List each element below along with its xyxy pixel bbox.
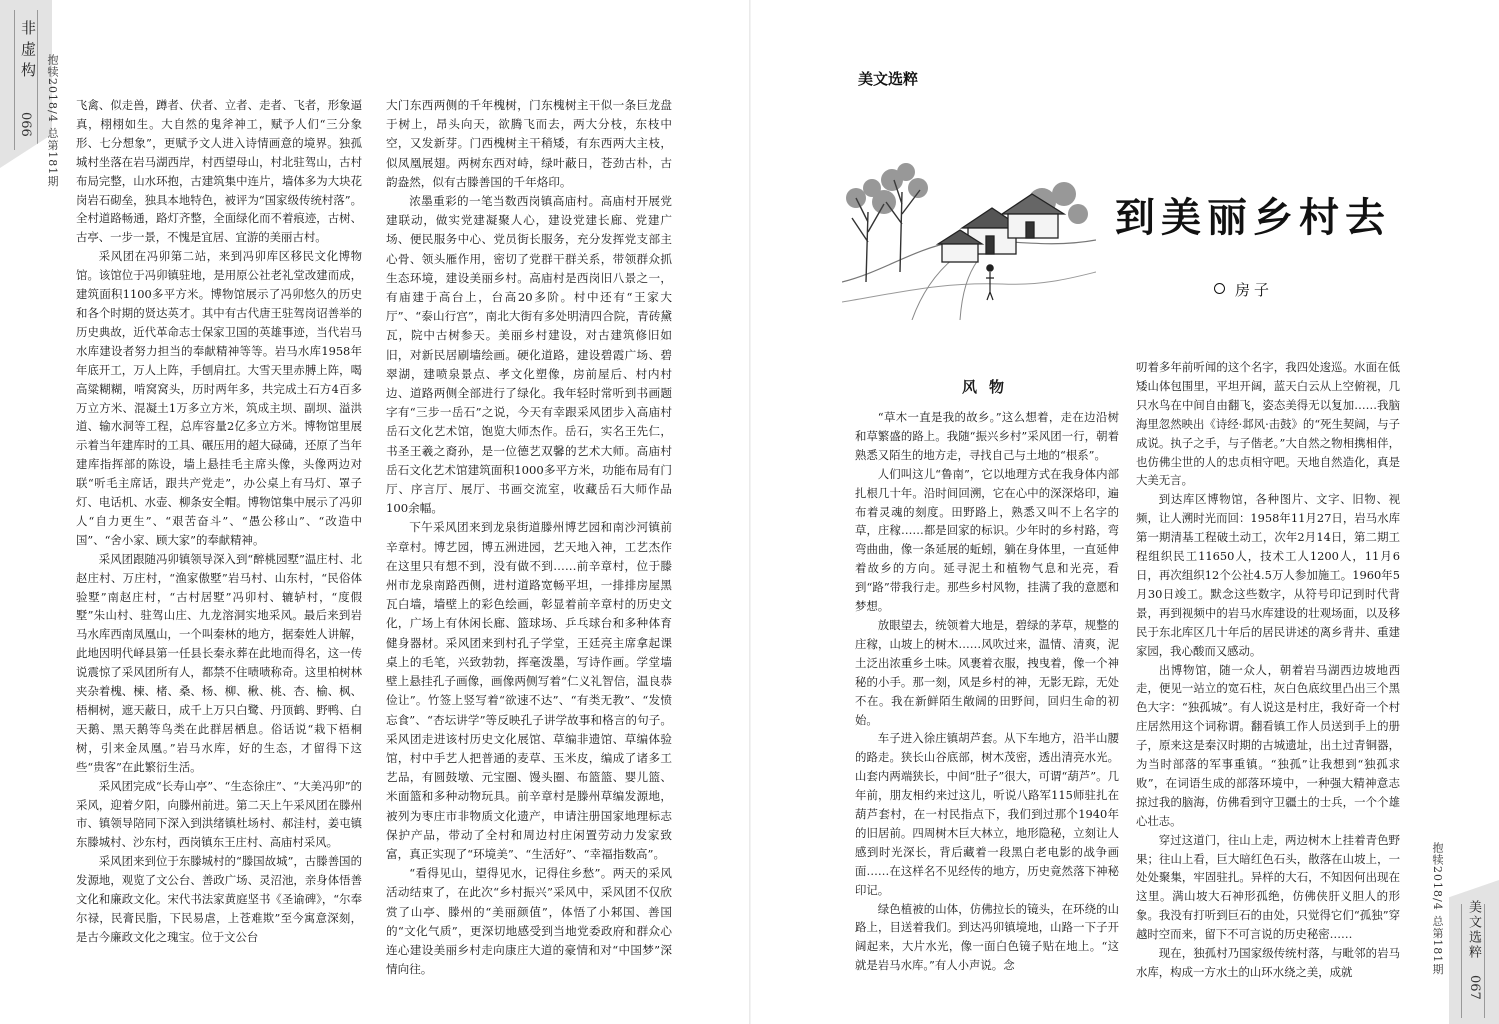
paragraph: 浓墨重彩的一笔当数西岗镇高庙村。高庙村开展党建联动，做实党建凝聚人心，建设党建长廊、党建广场、便民服务中心、党员街长服务，充分发挥党支部主心骨、领头雁作用，密切了党群干群关系，带领群众抓生态环境，建设美丽乡村。高庙村是西岗旧八景之一，有庙建于高台上，台高20多阶。村中还有“王家大厅”、“泰山行宫”，南北大街有多处明清四合院，青砖黛瓦，院中古树参天。美丽乡村建设，对古建筑修旧如旧，对新民居刷墙绘画。硬化道路，建设碧霞广场、碧翠湖，建喷泉景点、孝文化塑像，房前屋后、村内村边、道路两侧全部进行了绿化。我年轻时常听到书画题字有“三步一岳石”之说，今天有幸跟采风团步入高庙村岳石文化艺术馆，饱览大师杰作。岳石，实名王先仁，书圣王羲之裔孙，是一位德艺双馨的艺术大师。高庙村岳石文化艺术馆建筑面积1000多平方米，功能布局有门厅、序言厅、展厅、书画交流室，收藏岳石大师作品100余幅。 — [386, 194, 672, 516]
left-margin-title: 非虚构 — [19, 20, 37, 83]
right-column-1 — [855, 408, 1119, 975]
right-issue-info: 抱犊2018/4 总第181期 — [1431, 842, 1444, 976]
village-ink-illustration — [842, 132, 1096, 320]
section-label: 美文选粹 — [858, 70, 919, 88]
paragraph: 采风团来到位于东滕城村的“滕国故城”，古滕善国的发源地，观览了文公台、善政广场、灵沼池，亲身体悟善文化和廉政文化。宋代书法家黄庭坚书《圣谕碑》，“尔奉尔禄，民膏民脂，下民易虐，上苍难欺”至今寓意深刻，是古今廉政文化之瑰宝。位于文公台 — [76, 854, 362, 944]
article-title: 到美丽乡村去 — [1115, 195, 1391, 241]
paragraph: 人们叫这儿“鲁南”，它以地理方式在我身体内部扎根几十年。沿时间回溯，它在心中的深深烙印，遍布着灵魂的刻度。田野路上，熟悉又叫不上名字的草，庄稼……都是回家的标识。少年时的乡村路，弯弯曲曲，像一条延展的蚯蚓，躺在身体里，一直延伸着故乡的方向。延寻泥土和植物气息和光亮，看到“路”带我行走。那些乡村风物，挂满了我的意愿和梦想。 — [855, 466, 1119, 614]
author-name: 房子 — [1235, 281, 1274, 299]
right-page-number: 067 — [1467, 975, 1482, 1000]
section-subhead: 风物 — [962, 378, 1017, 396]
paragraph: 下午采风团来到龙泉街道滕州博艺园和南沙河镇前辛章村。博艺园，博五洲进园，艺天地入神，工艺杰作在这里只有想不到，没有做不到……前辛章村，位于滕州市龙泉南路西侧，进村道路宽畅平坦，一排排房屋黑瓦白墙，墙壁上的彩色绘画，彰显着前辛章村的历史文化，广场上有休闲长廊、篮球场、乒乓球台和多种体育健身器材。采风团来到村孔子学堂，王廷亮主席拿起课桌上的毛笔，兴致勃勃，挥毫泼墨，写诗作画。学堂墙壁上悬挂孔子画像，画像两侧写着“仁义礼智信，温良恭俭让”。竹签上竖写着“欲速不达”、“有类无教”、“发愤忘食”、“杏坛讲学”等反映孔子讲学故事和格言的句子。采风团走进该村历史文化展馆、草编非遗馆、草编体验馆，村中手艺人把普通的麦草、玉米皮，编成了诸多工艺品，有圆鼓墩、元宝圈、馒头圈、布篮篮、婴儿篮、米面篮和多种动物玩具。前辛章村是滕州草编发源地，被列为枣庄市非物质文化遗产，申请注册国家地理标志保护产品，带动了全村和周边村庄闲置劳动力发家致富，真正实现了“环境美”、“生活好”、“幸福指数高”。 — [386, 520, 672, 861]
left-column-1 — [76, 96, 362, 947]
circle-bullet-icon — [1214, 283, 1225, 294]
paragraph: 车子进入徐庄镇胡芦套。从下车地方，沿半山腰的路走。狭长山谷底部，树木茂密，透出清亮水光。山套内两端狭长，中间“肚子”很大，可谓“葫芦”。几年前，朋友相约来过这儿，听说八路军115师驻扎在葫芦套村，在一村民指点下，我们到过那个1940年的旧居前。四周树木巨大林立，地形隐秘，立刻让人感到时光深长，背后藏着一段黑白老电影的战争画面……在这样名不见经传的地方，历史竟然落下神秘印记。 — [855, 731, 1119, 897]
paragraph: 飞禽、似走兽，蹲者、伏者、立者、走者、飞者，形象逼真，栩栩如生。大自然的鬼斧神工，赋予人们“三分象形、七分想象”，更赋予文人进入诗情画意的境界。独孤城村坐落在岩马湖西岸，村西望母山，村北驻驾山，古村布局完整，山水环抱，古建筑集中连片，墙体多为大块花岗岩石砌垒，独具本地特色，被评为“国家级传统村落”。全村道路畅通，路灯齐整，全面绿化而不着痕迹，古树、古亭、一步一景，不愧是宜居、宜游的美丽古村。 — [76, 98, 362, 245]
paragraph: 采风团跟随冯卯镇领导深入到“醉桃园墅”温庄村、北赵庄村、万庄村，“渔家傲墅”岩马村、山东村，“民俗体验墅”南赵庄村，“古村居墅”冯卯村、辘轳村，“度假墅”朱山村、驻驾山庄、九龙溶洞实地采风。最后来到岩马水库西南凤凰山，一个叫秦林的地方，据秦姓人讲解，此地因明代峄县第一任县长秦永葬在此地而得名，这一传说震惊了采风团所有人，都禁不住啧啧称奇。这里柏树林夹杂着槐、楝、楮、桑、杨、柳、楸、桃、杏、榆、枫、梧桐树，遮天蔽日，成千上万只白鹭、丹顶鹤、野鸭、白天鹅、黑天鹅等鸟类在此群居栖息。俗话说“栽下梧桐树，引来金凤凰。”岩马水库，好的生态，才留得下这些“贵客”在此繁衍生活。 — [76, 551, 362, 774]
paragraph: “看得见山，望得见水，记得住乡愁”。两天的采风活动结束了，在此次“乡村振兴”采风中，采风团不仅欣赏了山亭、滕州的“美丽颜值”，体悟了小邾国、善国的“文化气质”，更深切地感受到当地党委政府和群众心连心建设美丽乡村走向康庄大道的豪情和对“中国梦”深情向往。 — [386, 866, 672, 977]
left-column-2 — [386, 96, 672, 979]
author-line — [1214, 279, 1273, 300]
paragraph: 出博物馆，随一众人，朝着岩马湖西边坡地西走，便见一站立的宽石柱，灰白色底纹里凸出三个黑色大字：“独孤城”。有人说这是村庄，我好奇一个村庄居然用这个词称谓。翻看镇工作人员送到手上的册子，原来这是秦汉时期的古城遗址，出土过青铜器，为当时部落的军事重镇。“独孤”让我想到“独孤求败”，在词语生成的部落环境中，一种强大精神意志掠过我的脑海，仿佛看到守卫疆土的士兵，一个个雄心壮志。 — [1136, 662, 1400, 828]
paragraph: 穿过这道门，往山上走，两边树木上挂着青色野果；往山上看，巨大暗红色石头，散落在山坡上，一处处聚集，牢固驻扎。异样的大石，不知因何出现在这里。满山坡大石神形孤绝，仿佛侠肝义胆人的形象。我没有打听到巨石的由处，只觉得它们“孤独”穿越时空而来，留下不可言说的历史秘密…… — [1136, 832, 1400, 942]
paragraph: 采风团在冯卯第二站，来到冯卯库区移民文化博物馆。该馆位于冯卯镇驻地，是用原公社老礼堂改建而成，建筑面积1100多平方米。博物馆展示了冯卯悠久的历史和各个时期的贤达英才。其中有古代唐王驻驾岗诏善举的历史典故，近代革命志士保家卫国的英雄事迹，当代岩马水库建设者努力担当的奉献精神等等。岩马水库1958年年底开工，万人上阵，手刨肩扛。大雪天里赤膊上阵，喝高粱糊糊，啃窝窝头，历时两年多，共完成土石方4百多万立方米、混凝土1万多立方米，筑成主坝、副坝、溢洪道、输水洞等工程，总库容量2亿多立方米。博物馆里展示着当年建库时的工具、碾压用的超大碌碡，还原了当年建库指挥部的陈设，墙上悬挂毛主席头像，头像两边对联“听毛主席话，跟共产党走”，办公桌上有马灯、罩子灯、电话机、水壶、柳条安全帽。博物馆集中展示了冯卯人“自力更生”、“艰苦奋斗”、“愚公移山”、“改造中国”、“舍小家、顾大家”的奉献精神。 — [76, 249, 362, 547]
paragraph: 绿色植被的山体，仿佛拉长的镜头，在环绕的山路上，目送着我们。到达冯卯镇境地，山路一下子开阔起来，大片水光，像一面白色镜子贴在地上。“这就是岩马水库。”有人小声说。念 — [855, 901, 1119, 973]
paragraph: “草木一直是我的故乡。”这么想着，走在边沿树和草繁盛的路上。我随“振兴乡村”采风团一行，朝着熟悉又陌生的地方走，寻找自己与土地的“根系”。 — [855, 410, 1119, 462]
left-issue-info: 抱犊2018/4 总第181期 — [46, 54, 59, 188]
paragraph: 采风团完成“长寿山亭”、“生态徐庄”、“大美冯卯”的采风，迎着夕阳，向滕州前进。第二天上午采风团在滕州市、镇领导陪同下深入到洪绪镇杜场村、郝洼村，姜屯镇东滕城村、沙东村，西岗镇东王庄村、高庙村采风。 — [76, 778, 362, 850]
right-margin-title: 美文选粹 — [1466, 900, 1481, 960]
paragraph: 放眼望去，统领着大地是，碧绿的茅草，规整的庄稼，山坡上的树木……风吹过来，温情、清爽，泥土泛出浓重乡土味。风裹着衣服，拽曳着，像一个神秘的小手。那一刻，风是乡村的神，无影无踪，无处不在。我在新鲜陌生敞阔的田野间，回归生命的初始。 — [855, 617, 1119, 727]
right-column-2 — [1136, 358, 1400, 982]
left-page-number: 066 — [18, 112, 33, 137]
page-fold — [749, 0, 751, 1024]
paragraph: 大门东西两侧的千年槐树，门东槐树主干似一条巨龙盘于树上，昂头向天，欲腾飞而去，两大分枝，东枝中空，又发新芽。门西槐树主干稍矮，有东西两大主枝，似凤凰展翅。两树东西对峙，绿叶蔽日，苍劲古朴，古韵盎然，似有古滕善国的千年烙印。 — [386, 98, 672, 189]
paragraph: 现在，独孤村乃国家级传统村落，与毗邻的岩马水库，构成一方水土的山环水绕之美，成就 — [1136, 946, 1400, 979]
paragraph: 叨着多年前听闻的这个名字，我四处逡巡。水面在低矮山体包围里，平坦开阔，蓝天白云从上空俯视，几只水鸟在中间自由翻飞，姿态美得无以复加……我脑海里忽然映出《诗经·邶风·击鼓》的“死生契阔，与子成说。执子之手，与子偕老。”大自然之物相携相伴，也仿佛尘世的人的忠贞相守吧。天地自然造化，真是大美无言。 — [1136, 360, 1400, 488]
paragraph: 到达库区博物馆，各种图片、文字、旧物、视频，让人溯时光而回：1958年11月27日，岩马水库第一期清基工程破土动工，次年2月14日，第二期工程组织民工11650人，技术工人1200人，11月6日，再次组织12个公社4.5万人参加施工。1960年5月30日竣工。默念这些数字，从符号印记到时代背景，再到视频中的岩马水库建设的壮观场面，以及移民于东北库区几十年后的居民讲述的离乡背井、重建家园，我心酸而又感动。 — [1136, 492, 1400, 658]
